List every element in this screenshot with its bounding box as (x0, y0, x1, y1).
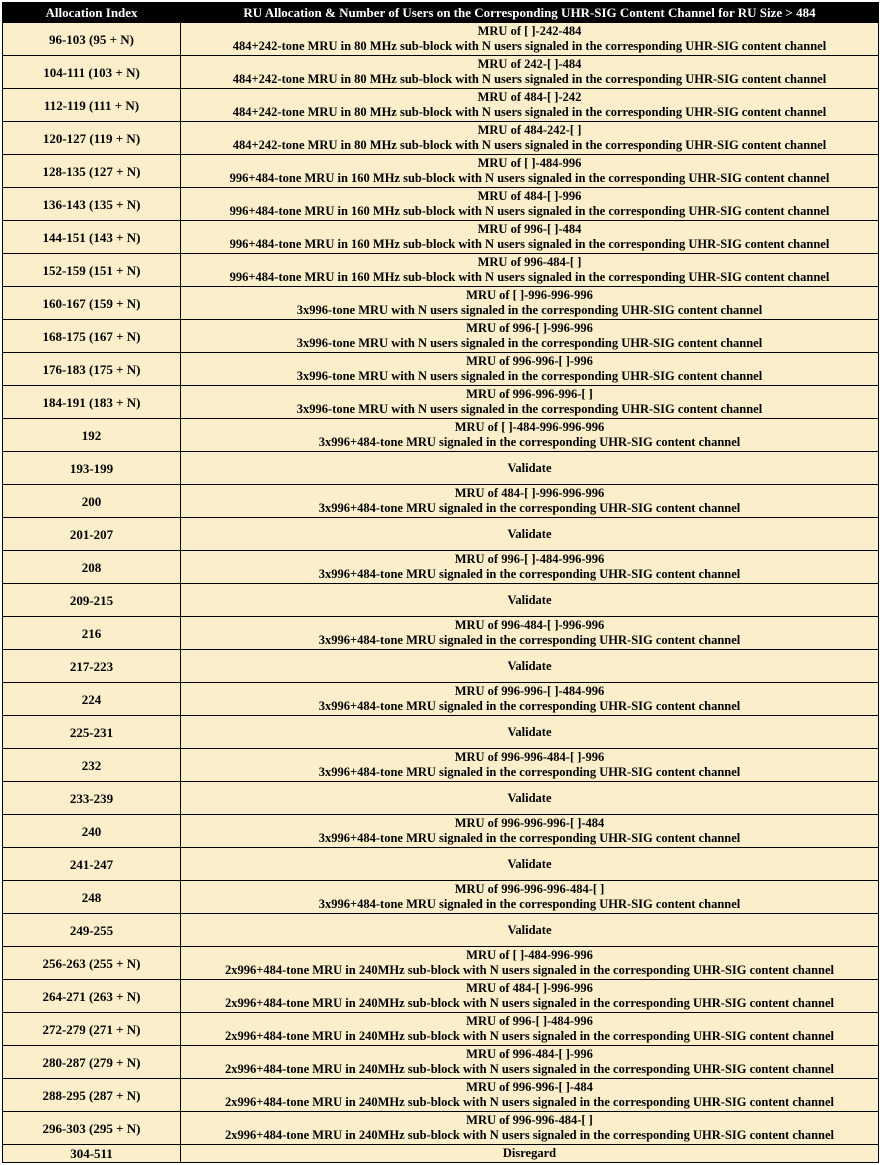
ru-allocation-cell (181, 1079, 879, 1112)
mru-definition-text: MRU of 996-[ ]-484 (477, 222, 582, 236)
ru-allocation-cell (181, 320, 879, 353)
allocation-index-cell: 233-239 (3, 782, 181, 815)
allocation-index-cell: 256-263 (255 + N) (3, 947, 181, 980)
ru-allocation-cell (181, 89, 879, 122)
table-row (3, 716, 879, 749)
mru-definition-text: MRU of 996-996-[ ]-484-996 (454, 684, 605, 698)
allocation-index-cell: 280-287 (279 + N) (3, 1046, 181, 1079)
table-row (3, 815, 879, 848)
mru-description-text: Validate (507, 592, 552, 607)
table-row (3, 485, 879, 518)
allocation-index-cell: 288-295 (287 + N) (3, 1079, 181, 1112)
ru-allocation-cell (181, 947, 879, 980)
mru-description-text: 996+484-tone MRU in 160 MHz sub-block with N users signaled in the corresponding UHR-SIG content channel (229, 270, 830, 284)
ru-allocation-cell (181, 980, 879, 1013)
mru-definition-text: MRU of 484-242-[ ] (477, 123, 582, 137)
allocation-index-cell: 120-127 (119 + N) (3, 122, 181, 155)
table-row (3, 254, 879, 287)
table-row (3, 848, 879, 881)
allocation-index-cell: 304-511 (3, 1145, 181, 1163)
ru-allocation-cell (181, 221, 879, 254)
mru-definition-text: MRU of 996-996-[ ]-484 (466, 1080, 593, 1094)
table-row (3, 23, 879, 56)
table-row (3, 551, 879, 584)
mru-description-text: Validate (507, 856, 552, 871)
allocation-index-cell: 96-103 (95 + N) (3, 23, 181, 56)
allocation-index-cell: 192 (3, 419, 181, 452)
mru-definition-text: MRU of 996-996-484-[ ] (466, 1113, 593, 1127)
table-row (3, 122, 879, 155)
table-row (3, 518, 879, 551)
table-row (3, 56, 879, 89)
ru-allocation-cell (181, 914, 879, 947)
mru-definition-text: MRU of 484-[ ]-996-996 (466, 981, 593, 995)
mru-description-text: 2x996+484-tone MRU in 240MHz sub-block with N users signaled in the corresponding UHR-SIG content channel (224, 1062, 834, 1076)
mru-description-text: Validate (507, 658, 552, 673)
ru-allocation-cell (181, 485, 879, 518)
allocation-index-cell: 216 (3, 617, 181, 650)
mru-description-text: 484+242-tone MRU in 80 MHz sub-block with N users signaled in the corresponding UHR-SIG content channel (232, 105, 827, 119)
ru-allocation-cell (181, 683, 879, 716)
mru-description-text: 3x996+484-tone MRU signaled in the corresponding UHR-SIG content channel (318, 633, 741, 647)
ru-allocation-cell (181, 551, 879, 584)
allocation-index-cell: 240 (3, 815, 181, 848)
table-row (3, 881, 879, 914)
mru-definition-text: MRU of 484-[ ]-242 (477, 90, 582, 104)
ru-allocation-cell (181, 617, 879, 650)
table-row (3, 980, 879, 1013)
table-row (3, 386, 879, 419)
table-row (3, 353, 879, 386)
mru-description-text: 996+484-tone MRU in 160 MHz sub-block with N users signaled in the corresponding UHR-SIG content channel (229, 171, 830, 185)
allocation-index-cell: 224 (3, 683, 181, 716)
allocation-index-cell: 144-151 (143 + N) (3, 221, 181, 254)
mru-definition-text: MRU of 484-[ ]-996-996-996 (454, 486, 605, 500)
mru-definition-text: MRU of 996-996-[ ]-996 (466, 354, 593, 368)
allocation-index-cell: 249-255 (3, 914, 181, 947)
column-header-allocation-index: Allocation Index (3, 3, 181, 23)
mru-description-text: 2x996+484-tone MRU in 240MHz sub-block with N users signaled in the corresponding UHR-SIG content channel (224, 996, 834, 1010)
mru-description-text: 2x996+484-tone MRU in 240MHz sub-block with N users signaled in the corresponding UHR-SIG content channel (224, 963, 834, 977)
table-row (3, 1112, 879, 1145)
allocation-index-cell: 168-175 (167 + N) (3, 320, 181, 353)
mru-description-text: 484+242-tone MRU in 80 MHz sub-block with N users signaled in the corresponding UHR-SIG content channel (232, 138, 827, 152)
mru-description-text: Validate (507, 790, 552, 805)
ru-allocation-cell (181, 881, 879, 914)
mru-description-text: Validate (507, 922, 552, 937)
mru-definition-text: MRU of 484-[ ]-996 (477, 189, 582, 203)
table-body (3, 23, 879, 1163)
mru-definition-text: MRU of 996-996-996-[ ] (466, 387, 593, 401)
allocation-index-cell: 248 (3, 881, 181, 914)
mru-definition-text: MRU of [ ]-484-996-996 (466, 948, 593, 962)
mru-description-text: 3x996+484-tone MRU signaled in the corresponding UHR-SIG content channel (318, 897, 741, 911)
allocation-index-cell: 272-279 (271 + N) (3, 1013, 181, 1046)
mru-description-text: 3x996-tone MRU with N users signaled in the corresponding UHR-SIG content channel (296, 402, 763, 416)
mru-description-text: 3x996+484-tone MRU signaled in the corresponding UHR-SIG content channel (318, 567, 741, 581)
ru-allocation-cell (181, 782, 879, 815)
mru-definition-text: MRU of [ ]-242-484 (477, 24, 582, 38)
table-row (3, 1145, 879, 1163)
allocation-index-cell: 217-223 (3, 650, 181, 683)
mru-description-text: Validate (507, 460, 552, 475)
allocation-index-cell: 264-271 (263 + N) (3, 980, 181, 1013)
mru-definition-text: MRU of [ ]-996-996-996 (466, 288, 593, 302)
allocation-index-cell: 176-183 (175 + N) (3, 353, 181, 386)
ru-allocation-cell (181, 23, 879, 56)
mru-description-text: 996+484-tone MRU in 160 MHz sub-block with N users signaled in the corresponding UHR-SIG content channel (229, 204, 830, 218)
mru-description-text: 3x996-tone MRU with N users signaled in the corresponding UHR-SIG content channel (296, 336, 763, 350)
ru-allocation-cell (181, 155, 879, 188)
ru-allocation-cell (181, 353, 879, 386)
table-row (3, 1046, 879, 1079)
ru-allocation-cell (181, 650, 879, 683)
ru-allocation-cell (181, 254, 879, 287)
ru-allocation-cell (181, 1112, 879, 1145)
table-row (3, 320, 879, 353)
table-row (3, 1013, 879, 1046)
ru-allocation-cell (181, 1046, 879, 1079)
ru-allocation-cell (181, 419, 879, 452)
ru-allocation-cell (181, 584, 879, 617)
mru-definition-text: MRU of 996-484-[ ]-996-996 (454, 618, 605, 632)
table-row (3, 782, 879, 815)
mru-definition-text: MRU of 996-[ ]-996-996 (466, 321, 593, 335)
allocation-index-cell: 104-111 (103 + N) (3, 56, 181, 89)
allocation-index-cell: 296-303 (295 + N) (3, 1112, 181, 1145)
ru-allocation-cell (181, 122, 879, 155)
mru-description-text: 3x996+484-tone MRU signaled in the corresponding UHR-SIG content channel (318, 831, 741, 845)
table-row (3, 617, 879, 650)
ru-allocation-cell (181, 188, 879, 221)
allocation-index-cell: 241-247 (3, 848, 181, 881)
mru-description-text: 996+484-tone MRU in 160 MHz sub-block with N users signaled in the corresponding UHR-SIG content channel (229, 237, 830, 251)
mru-description-text: 3x996+484-tone MRU signaled in the corresponding UHR-SIG content channel (318, 501, 741, 515)
ru-allocation-cell (181, 749, 879, 782)
allocation-index-cell: 136-143 (135 + N) (3, 188, 181, 221)
mru-description-text: 2x996+484-tone MRU in 240MHz sub-block with N users signaled in the corresponding UHR-SIG content channel (224, 1095, 834, 1109)
ru-allocation-table (2, 2, 879, 1163)
allocation-index-cell: 184-191 (183 + N) (3, 386, 181, 419)
mru-definition-text: MRU of 996-996-484-[ ]-996 (454, 750, 605, 764)
allocation-index-cell: 208 (3, 551, 181, 584)
mru-definition-text: MRU of 996-[ ]-484-996 (466, 1014, 593, 1028)
mru-definition-text: MRU of 242-[ ]-484 (477, 57, 582, 71)
ru-allocation-cell (181, 716, 879, 749)
allocation-index-cell: 160-167 (159 + N) (3, 287, 181, 320)
mru-definition-text: MRU of [ ]-484-996-996-996 (454, 420, 605, 434)
mru-description-text: 2x996+484-tone MRU in 240MHz sub-block with N users signaled in the corresponding UHR-SIG content channel (224, 1029, 834, 1043)
column-header-ru-allocation: RU Allocation & Number of Users on the Corresponding UHR-SIG Content Channel for RU Size > 484 (181, 3, 879, 23)
mru-definition-text: MRU of [ ]-484-996 (477, 156, 582, 170)
mru-description-text: 3x996+484-tone MRU signaled in the corresponding UHR-SIG content channel (318, 765, 741, 779)
table-row (3, 650, 879, 683)
ru-allocation-cell: Disregard (181, 1145, 879, 1163)
mru-definition-text: MRU of 996-484-[ ]-996 (466, 1047, 593, 1061)
table-row (3, 287, 879, 320)
ru-allocation-cell (181, 1013, 879, 1046)
mru-description-text: Validate (507, 724, 552, 739)
table-row (3, 221, 879, 254)
allocation-index-cell: 128-135 (127 + N) (3, 155, 181, 188)
allocation-index-cell: 193-199 (3, 452, 181, 485)
table-row (3, 155, 879, 188)
mru-definition-text: MRU of 996-996-996-484-[ ] (454, 882, 605, 896)
table-row (3, 452, 879, 485)
mru-description-text: 3x996-tone MRU with N users signaled in the corresponding UHR-SIG content channel (296, 303, 763, 317)
table-header (3, 3, 879, 23)
allocation-index-cell: 225-231 (3, 716, 181, 749)
ru-allocation-cell (181, 386, 879, 419)
table-row (3, 1079, 879, 1112)
table-row (3, 584, 879, 617)
allocation-index-cell: 152-159 (151 + N) (3, 254, 181, 287)
mru-description-text: 3x996-tone MRU with N users signaled in the corresponding UHR-SIG content channel (296, 369, 763, 383)
table-row (3, 89, 879, 122)
table-row (3, 188, 879, 221)
table-row (3, 914, 879, 947)
table-row (3, 683, 879, 716)
allocation-index-cell: 232 (3, 749, 181, 782)
mru-definition-text: MRU of 996-996-996-[ ]-484 (454, 816, 605, 830)
allocation-index-cell: 209-215 (3, 584, 181, 617)
allocation-index-cell: 112-119 (111 + N) (3, 89, 181, 122)
mru-description-text: Validate (507, 526, 552, 541)
ru-allocation-cell (181, 518, 879, 551)
mru-description-text: 2x996+484-tone MRU in 240MHz sub-block with N users signaled in the corresponding UHR-SIG content channel (224, 1128, 834, 1142)
allocation-index-cell: 201-207 (3, 518, 181, 551)
table-row (3, 749, 879, 782)
mru-description-text: 3x996+484-tone MRU signaled in the corresponding UHR-SIG content channel (318, 435, 741, 449)
mru-definition-text: MRU of 996-[ ]-484-996-996 (454, 552, 605, 566)
table-row (3, 419, 879, 452)
mru-definition-text: MRU of 996-484-[ ] (477, 255, 582, 269)
ru-allocation-cell (181, 287, 879, 320)
table-row (3, 947, 879, 980)
mru-description-text: 484+242-tone MRU in 80 MHz sub-block with N users signaled in the corresponding UHR-SIG content channel (232, 72, 827, 86)
allocation-index-cell: 200 (3, 485, 181, 518)
ru-allocation-cell (181, 452, 879, 485)
ru-allocation-cell (181, 56, 879, 89)
mru-description-text: 3x996+484-tone MRU signaled in the corresponding UHR-SIG content channel (318, 699, 741, 713)
ru-allocation-cell (181, 815, 879, 848)
mru-description-text: 484+242-tone MRU in 80 MHz sub-block with N users signaled in the corresponding UHR-SIG content channel (232, 39, 827, 53)
ru-allocation-cell (181, 848, 879, 881)
table-header-row (3, 3, 879, 23)
